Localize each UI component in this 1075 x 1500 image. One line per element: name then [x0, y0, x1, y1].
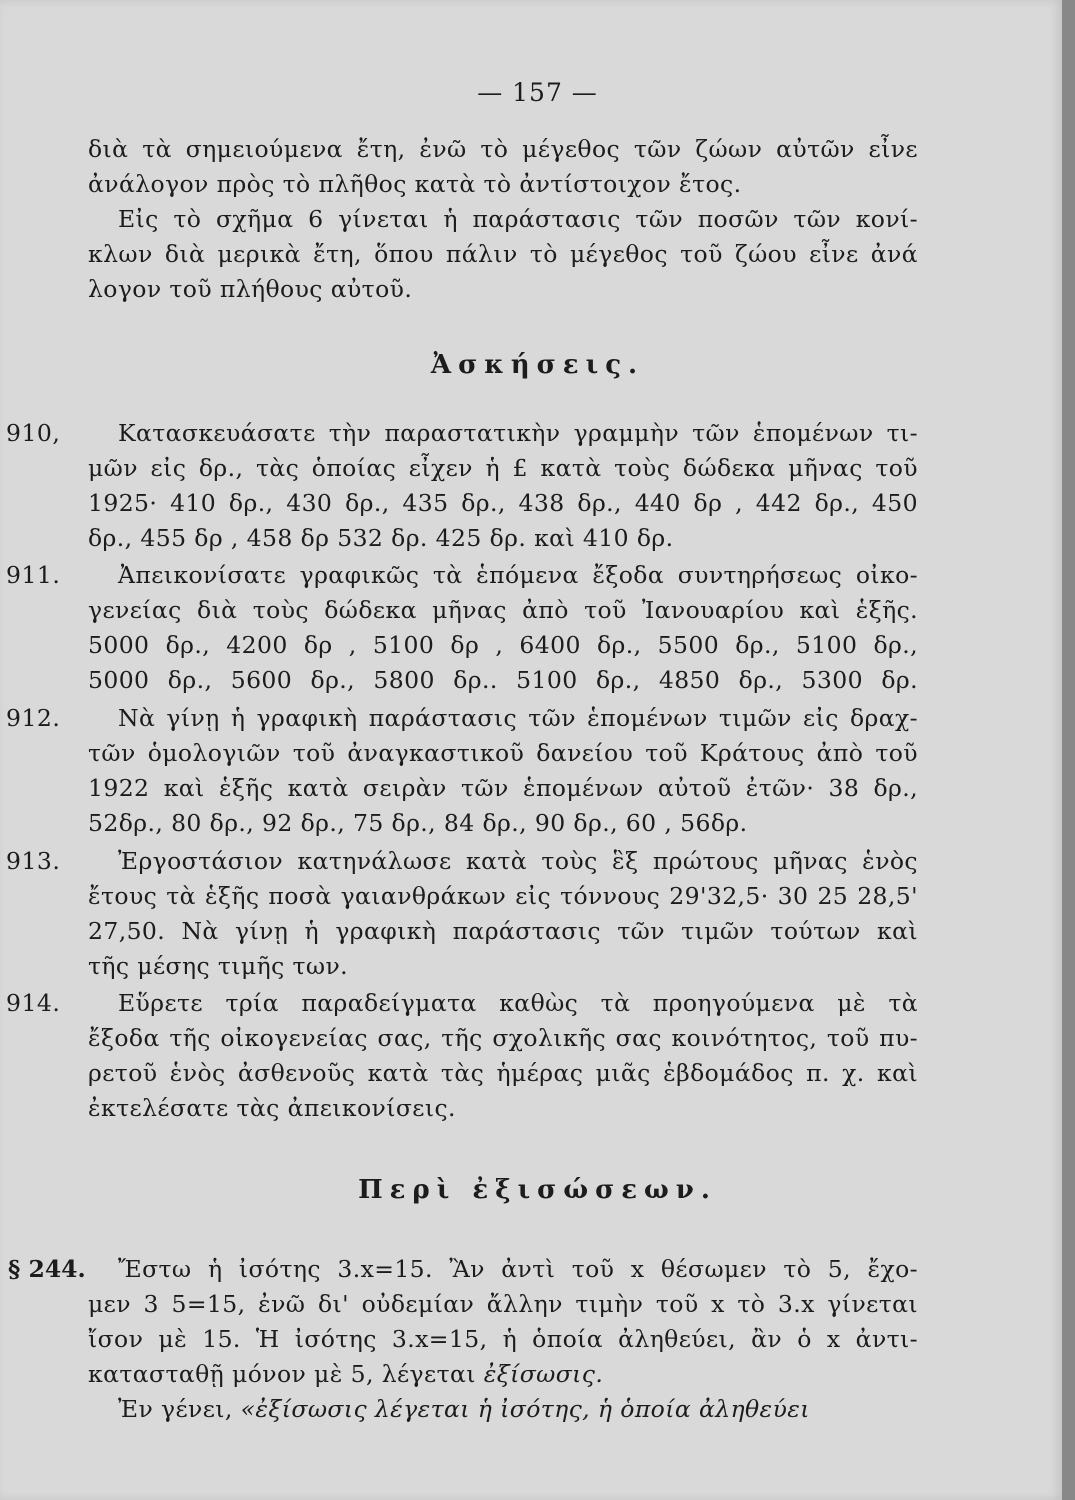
- exercise-line: Νὰ γίνῃ ἡ γραφικὴ παράστασις τῶν ἑπομένων τιμῶν εἰς δραχ-: [118, 704, 918, 732]
- exercise-line: 5000 δρ., 4200 δρ , 5100 δρ , 6400 δρ., 5500 δρ., 5100 δρ.,: [88, 631, 918, 659]
- exercise-number: 913.: [6, 847, 61, 875]
- exercise-line: 1922 καὶ ἑξῆς κατὰ σειρὰν τῶν ἑπομένων αὐτοῦ ἐτῶν· 38 δρ.,: [88, 774, 918, 802]
- exercise-line: ἐκτελέσατε τὰς ἀπεικονίσεις.: [88, 1094, 456, 1122]
- exercise-line: 1925· 410 δρ., 430 δρ., 435 δρ., 438 δρ., 440 δρ , 442 δρ., 450: [88, 489, 918, 517]
- exercise-line: Κατασκευάσατε τὴν παραστατικὴν γραμμὴν τῶν ἑπομένων τι-: [118, 419, 918, 447]
- section-line-text: κατασταθῇ μόνον μὲ 5, λέγεται: [88, 1360, 484, 1388]
- exercise-line: 52δρ., 80 δρ., 92 δρ., 75 δρ., 84 δρ., 90 δρ., 60 , 56δρ.: [88, 809, 748, 837]
- exercise-number: 910,: [6, 419, 61, 447]
- exercise-line: γενείας διὰ τοὺς δώδεκα μῆνας ἀπὸ τοῦ Ἰανουαρίου καὶ ἑξῆς.: [88, 596, 918, 624]
- exercise-line: 5000 δρ., 5600 δρ., 5800 δρ.. 5100 δρ., 4850 δρ., 5300 δρ.: [88, 666, 918, 694]
- exercise-number: 912.: [6, 704, 61, 732]
- exercise-line: ρετοῦ ἑνὸς ἀσθενοῦς κατὰ τὰς ἡμέρας μιᾶς ἑβδομάδος π. χ. καὶ: [88, 1059, 918, 1087]
- section-line-text: Ἐν γένει,: [118, 1395, 241, 1423]
- section-line: [118, 1394, 918, 1424]
- term-equation: ἐξίσωσις.: [483, 1360, 604, 1388]
- exercise-line: ἔτους τὰ ἑξῆς ποσὰ γαιανθράκων εἰς τόννους 29'32,5· 30 25 28,5': [88, 882, 918, 910]
- exercise-line: ἔξοδα τῆς οἰκογενείας σας, τῆς σχολικῆς σας κοινότητος, τοῦ πυ-: [88, 1024, 918, 1052]
- definition-text: «ἐξίσωσις λέγεται ἡ ἰσότης, ἡ ὁποία ἀληθεύει: [240, 1395, 810, 1423]
- exercise-line: τῶν ὁμολογιῶν τοῦ ἀναγκαστικοῦ δανείου τοῦ Κράτους ἀπὸ τοῦ: [88, 739, 918, 767]
- exercise-line: Ἀπεικονίσατε γραφικῶς τὰ ἑπόμενα ἔξοδα συντηρήσεως οἰκο-: [118, 561, 918, 589]
- exercise-line: τῆς μέσης τιμῆς των.: [88, 952, 349, 980]
- exercise-line: 27,50. Νὰ γίνῃ ἡ γραφικὴ παράστασις τῶν τιμῶν τούτων καὶ: [88, 917, 918, 945]
- section-number: § 244.: [8, 1255, 86, 1283]
- exercise-line: Ἐργοστάσιον κατηνάλωσε κατὰ τοὺς ἓξ πρώτους μῆνας ἑνὸς: [118, 847, 918, 875]
- intro-line: Εἰς τὸ σχῆμα 6 γίνεται ἡ παράστασις τῶν ποσῶν τῶν κονί-: [118, 205, 918, 233]
- section-line: [88, 1359, 918, 1389]
- section-line: Ἔστω ἡ ἰσότης 3.x=15. Ἂν ἀντὶ τοῦ x θέσωμεν τὸ 5, ἔχο-: [118, 1255, 918, 1283]
- page-edge: [1062, 0, 1075, 1500]
- exercise-line: μῶν εἰς δρ., τὰς ὁποίας εἶχεν ἡ £ κατὰ τοὺς δώδεκα μῆνας τοῦ: [88, 454, 918, 482]
- intro-line: κλων διὰ μερικὰ ἔτη, ὅπου πάλιν τὸ μέγεθος τοῦ ζώου εἶνε ἀνά: [88, 240, 918, 268]
- heading-equations: Περὶ ἐξισώσεων.: [358, 1175, 717, 1205]
- intro-line: λογον τοῦ πλήθους αὐτοῦ.: [88, 275, 413, 303]
- exercise-line: Εὕρετε τρία παραδείγματα καθὼς τὰ προηγούμενα μὲ τὰ: [118, 989, 918, 1017]
- section-line: μεν 3 5=15, ἐνῶ δι' οὐδεμίαν ἄλλην τιμὴν τοῦ x τὸ 3.x γίνεται: [88, 1290, 918, 1318]
- exercise-number: 914.: [6, 989, 61, 1017]
- intro-line: ἀνάλογον πρὸς τὸ πλῆθος κατὰ τὸ ἀντίστοιχον ἔτος.: [88, 170, 742, 198]
- exercise-number: 911.: [6, 561, 61, 589]
- heading-exercises: Ἀσκήσεις.: [430, 350, 645, 380]
- intro-line: διὰ τὰ σημειούμενα ἔτη, ἐνῶ τὸ μέγεθος τῶν ζώων αὐτῶν εἶνε: [88, 135, 918, 163]
- exercise-line: δρ., 455 δρ , 458 δρ 532 δρ. 425 δρ. καὶ 410 δρ.: [88, 524, 674, 552]
- section-line: ἴσον μὲ 15. Ἡ ἰσότης 3.x=15, ἡ ὁποία ἀληθεύει, ἂν ὁ x ἀντι-: [88, 1325, 918, 1353]
- page-number: — 157 —: [477, 78, 598, 107]
